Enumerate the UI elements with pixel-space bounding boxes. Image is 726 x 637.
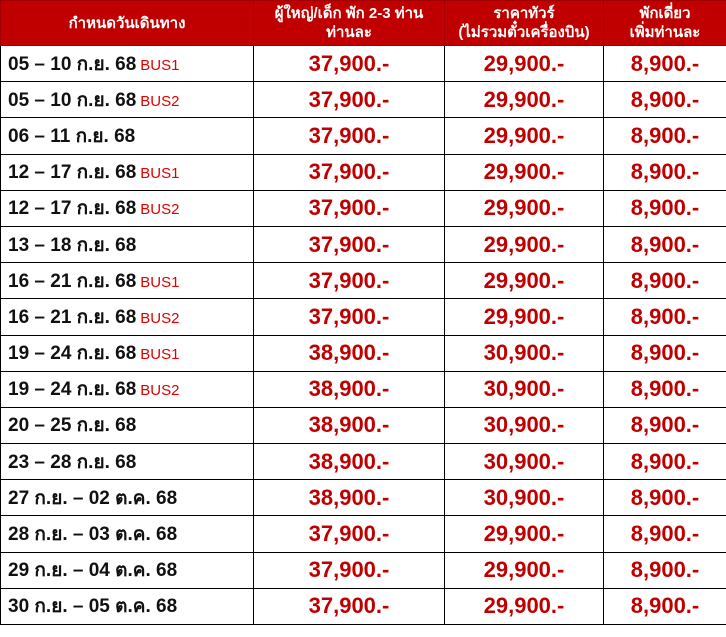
adult-price-cell: 37,900.-	[254, 516, 445, 552]
travel-date-cell	[1, 154, 254, 190]
travel-date: 19 – 24 ก.ย. 68	[8, 379, 137, 401]
table-row	[1, 516, 726, 552]
travel-date: 30 ก.ย. – 05 ต.ค. 68	[8, 596, 178, 618]
travel-date-cell	[1, 190, 254, 226]
adult-price-cell: 38,900.-	[254, 444, 445, 480]
travel-date: 05 – 10 ก.ย. 68	[8, 89, 137, 111]
travel-date: 29 ก.ย. – 04 ต.ค. 68	[8, 560, 178, 582]
travel-date-cell	[1, 407, 254, 443]
adult-price-cell: 37,900.-	[254, 552, 445, 588]
travel-date-cell	[1, 82, 254, 118]
travel-date: 12 – 17 ก.ย. 68	[8, 198, 137, 220]
travel-date-cell	[1, 335, 254, 371]
single-supplement-cell: 8,900.-	[604, 407, 726, 443]
adult-price-cell: 38,900.-	[254, 335, 445, 371]
tour-price-cell: 29,900.-	[445, 263, 604, 299]
travel-date: 05 – 10 ก.ย. 68	[8, 53, 137, 75]
travel-date: 28 ก.ย. – 03 ต.ค. 68	[8, 524, 178, 546]
travel-date: 19 – 24 ก.ย. 68	[8, 343, 137, 365]
table-row	[1, 46, 726, 82]
single-supplement-cell: 8,900.-	[604, 588, 726, 624]
travel-date-cell	[1, 371, 254, 407]
adult-price-cell: 37,900.-	[254, 190, 445, 226]
table-row	[1, 444, 726, 480]
table-row	[1, 335, 726, 371]
travel-date: 12 – 17 ก.ย. 68	[8, 162, 137, 184]
tour-price-cell: 30,900.-	[445, 371, 604, 407]
tour-price-cell: 30,900.-	[445, 335, 604, 371]
tour-price-cell: 29,900.-	[445, 516, 604, 552]
header-single-supplement-line1: พักเดี่ยว	[639, 5, 691, 22]
table-row	[1, 154, 726, 190]
tour-price-cell: 29,900.-	[445, 82, 604, 118]
adult-price-cell: 37,900.-	[254, 154, 445, 190]
bus-badge: BUS2	[140, 201, 180, 219]
travel-date: 16 – 21 ก.ย. 68	[8, 270, 137, 292]
single-supplement-cell: 8,900.-	[604, 154, 726, 190]
tour-price-cell: 29,900.-	[445, 154, 604, 190]
table-row	[1, 588, 726, 624]
adult-price-cell: 37,900.-	[254, 118, 445, 154]
header-tour-price	[445, 1, 604, 46]
travel-date-cell	[1, 516, 254, 552]
single-supplement-cell: 8,900.-	[604, 226, 726, 262]
single-supplement-cell: 8,900.-	[604, 299, 726, 335]
header-tour-price-line1: ราคาทัวร์	[493, 5, 555, 22]
single-supplement-cell: 8,900.-	[604, 552, 726, 588]
single-supplement-cell: 8,900.-	[604, 371, 726, 407]
table-row	[1, 263, 726, 299]
header-single-supplement-line2: เพิ่มท่านละ	[629, 24, 701, 41]
bus-badge: BUS2	[140, 92, 180, 110]
adult-price-cell: 37,900.-	[254, 263, 445, 299]
header-adult-price	[254, 1, 445, 46]
single-supplement-cell: 8,900.-	[604, 335, 726, 371]
single-supplement-cell: 8,900.-	[604, 190, 726, 226]
tour-price-cell: 30,900.-	[445, 444, 604, 480]
travel-date: 27 ก.ย. – 02 ต.ค. 68	[8, 487, 178, 509]
table-row	[1, 552, 726, 588]
travel-date: 20 – 25 ก.ย. 68	[8, 415, 137, 437]
table-row	[1, 82, 726, 118]
single-supplement-cell: 8,900.-	[604, 82, 726, 118]
travel-date: 16 – 21 ก.ย. 68	[8, 306, 137, 328]
adult-price-cell: 37,900.-	[254, 46, 445, 82]
tour-price-cell: 29,900.-	[445, 299, 604, 335]
travel-date-cell	[1, 552, 254, 588]
single-supplement-cell: 8,900.-	[604, 118, 726, 154]
header-adult-price-line2: ท่านละ	[326, 24, 372, 41]
table-row	[1, 299, 726, 335]
table-row	[1, 407, 726, 443]
adult-price-cell: 38,900.-	[254, 407, 445, 443]
single-supplement-cell: 8,900.-	[604, 263, 726, 299]
header-tour-price-line2: (ไม่รวมตั๋วเครื่องบิน)	[458, 24, 590, 41]
adult-price-cell: 38,900.-	[254, 371, 445, 407]
tour-price-cell: 30,900.-	[445, 407, 604, 443]
travel-date-cell	[1, 588, 254, 624]
table-row	[1, 226, 726, 262]
travel-date: 23 – 28 ก.ย. 68	[8, 451, 137, 473]
travel-date-cell	[1, 480, 254, 516]
travel-date-cell	[1, 263, 254, 299]
header-adult-price-line1: ผู้ใหญ่/เด็ก พัก 2-3 ท่าน	[274, 5, 424, 22]
table-row	[1, 371, 726, 407]
tour-price-cell: 29,900.-	[445, 226, 604, 262]
tour-price-cell: 29,900.-	[445, 552, 604, 588]
adult-price-cell: 37,900.-	[254, 299, 445, 335]
header-single-supplement	[604, 1, 726, 46]
bus-badge: BUS1	[140, 165, 180, 183]
single-supplement-cell: 8,900.-	[604, 516, 726, 552]
bus-badge: BUS2	[140, 382, 180, 400]
travel-date-cell	[1, 226, 254, 262]
header-travel-date	[1, 1, 254, 46]
bus-badge: BUS2	[140, 309, 180, 327]
tour-price-cell: 29,900.-	[445, 118, 604, 154]
header-row	[1, 1, 726, 46]
travel-date-cell	[1, 444, 254, 480]
single-supplement-cell: 8,900.-	[604, 46, 726, 82]
bus-badge: BUS1	[140, 273, 180, 291]
travel-date-cell	[1, 118, 254, 154]
single-supplement-cell: 8,900.-	[604, 444, 726, 480]
single-supplement-cell: 8,900.-	[604, 480, 726, 516]
adult-price-cell: 37,900.-	[254, 588, 445, 624]
travel-date: 13 – 18 ก.ย. 68	[8, 234, 137, 256]
travel-date-cell	[1, 46, 254, 82]
bus-badge: BUS1	[140, 346, 180, 364]
adult-price-cell: 37,900.-	[254, 82, 445, 118]
bus-badge: BUS1	[140, 56, 180, 74]
tour-price-cell: 29,900.-	[445, 588, 604, 624]
tour-price-cell: 30,900.-	[445, 480, 604, 516]
adult-price-cell: 37,900.-	[254, 226, 445, 262]
adult-price-cell: 38,900.-	[254, 480, 445, 516]
table-header	[1, 1, 726, 46]
table-row	[1, 118, 726, 154]
tour-price-cell: 29,900.-	[445, 190, 604, 226]
table-row	[1, 480, 726, 516]
travel-date-cell	[1, 299, 254, 335]
header-travel-date-label: กำหนดวันเดินทาง	[68, 14, 186, 32]
table-row	[1, 190, 726, 226]
table-body	[1, 46, 726, 625]
tour-price-cell: 29,900.-	[445, 46, 604, 82]
travel-date: 06 – 11 ก.ย. 68	[8, 125, 136, 147]
